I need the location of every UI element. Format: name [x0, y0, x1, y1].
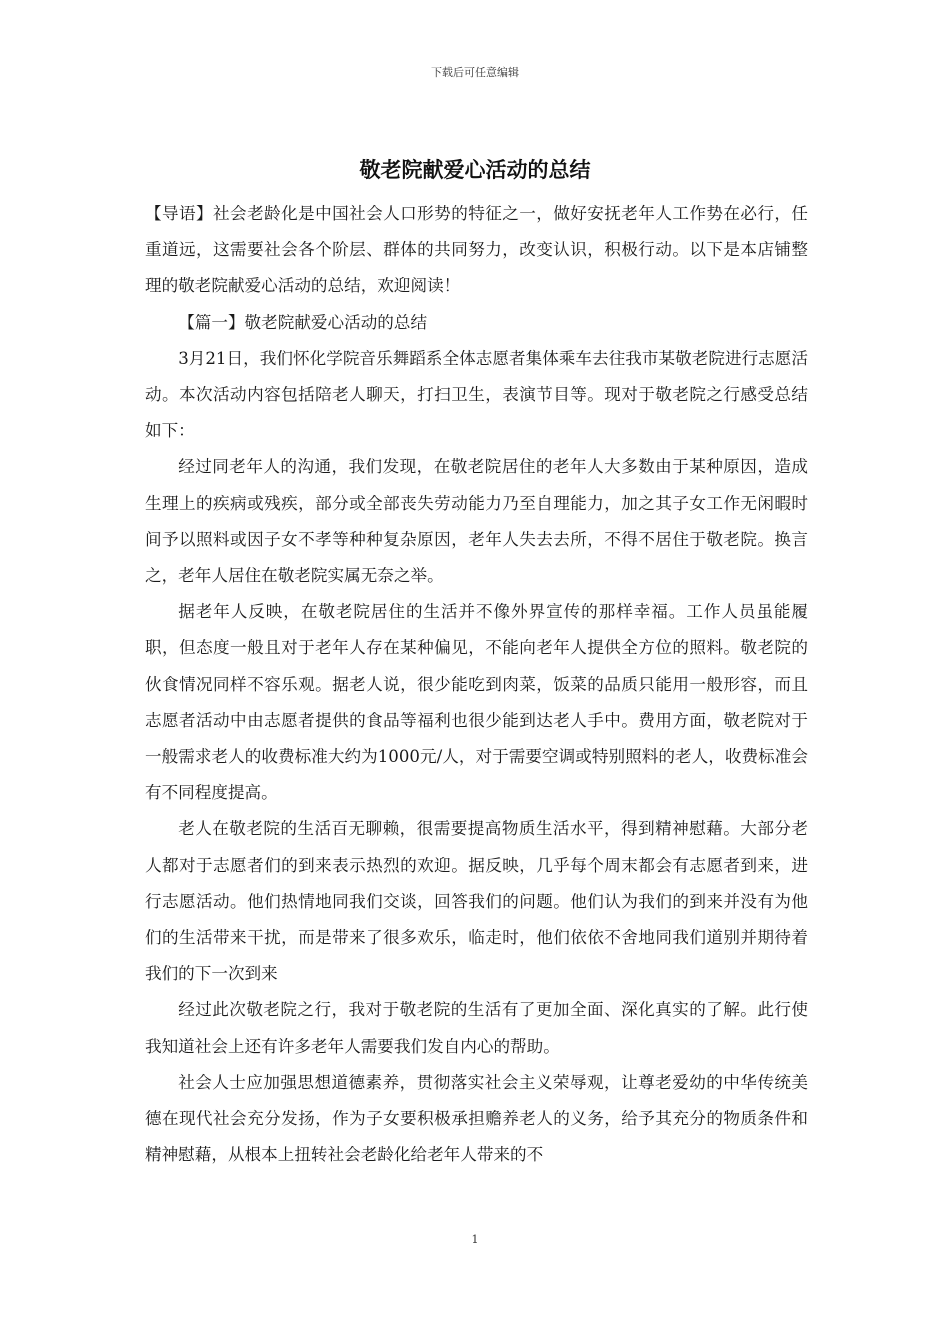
page-header: 下载后可任意编辑 — [431, 66, 519, 79]
paragraph-section-heading: 【篇一】敬老院献爱心活动的总结 — [178, 312, 428, 332]
paragraph: 经过同老年人的沟通，我们发现，在敬老院居住的老年人大多数由于某种原因，造成生理上的疾病或残疾，部分或全部丧失劳动能力乃至自理能力，加之其子女工作无闲暇时间予以照料或因子女不孝等种种复杂原因，老年人失去去所，不得不居住于敬老院。换言之，老年人居住在敬老院实属无奈之举。 — [145, 457, 808, 586]
paragraph: 经过此次敬老院之行，我对于敬老院的生活有了更加全面、深化真实的了解。此行使我知道社会上还有许多老年人需要我们发自内心的帮助。 — [145, 1000, 808, 1056]
document-title: 敬老院献爱心活动的总结 — [359, 157, 591, 182]
paragraph: 据老年人反映，在敬老院居住的生活并不像外界宣传的那样幸福。工作人员虽能履职，但态度一般且对于老年人存在某种偏见，不能向老年人提供全方位的照料。敬老院的伙食情况同样不容乐观。据老人说，很少能吃到肉菜，饭菜的品质只能用一般形容，而且志愿者活动中由志愿者提供的食品等福利也很少能到达老人手中。费用方面，敬老院对于一般需求老人的收费标准大约为1000元/人，对于需要空调或特别照料的老人，收费标准会有不同程度提高。 — [145, 602, 808, 803]
paragraph: 3月21日，我们怀化学院音乐舞蹈系全体志愿者集体乘车去往我市某敬老院进行志愿活动。本次活动内容包括陪老人聊天，打扫卫生，表演节目等。现对于敬老院之行感受总结如下： — [145, 348, 808, 441]
paragraph-intro: 【导语】社会老龄化是中国社会人口形势的特征之一，做好安抚老年人工作势在必行，任重道远，这需要社会各个阶层、群体的共同努力，改变认识，积极行动。以下是本店铺整理的敬老院献爱心活动的总结，欢迎阅读！ — [145, 204, 808, 296]
paragraph: 老人在敬老院的生活百无聊赖，很需要提高物质生活水平，得到精神慰藉。大部分老人都对于志愿者们的到来表示热烈的欢迎。据反映，几乎每个周末都会有志愿者到来，进行志愿活动。他们热情地同我们交谈，回答我们的问题。他们认为我们的到来并没有为他们的生活带来干扰，而是带来了很多欢乐，临走时，他们依依不舍地同我们道别并期待着我们的下一次到来 — [145, 819, 808, 984]
page-number: 1 — [471, 1233, 479, 1246]
paragraph: 社会人士应加强思想道德素养，贯彻落实社会主义荣辱观，让尊老爱幼的中华传统美德在现代社会充分发扬，作为子女要积极承担赡养老人的义务，给予其充分的物质条件和精神慰藉，从根本上扭转社会老龄化给老年人带来的不 — [145, 1072, 808, 1165]
document-body — [145, 196, 808, 1173]
